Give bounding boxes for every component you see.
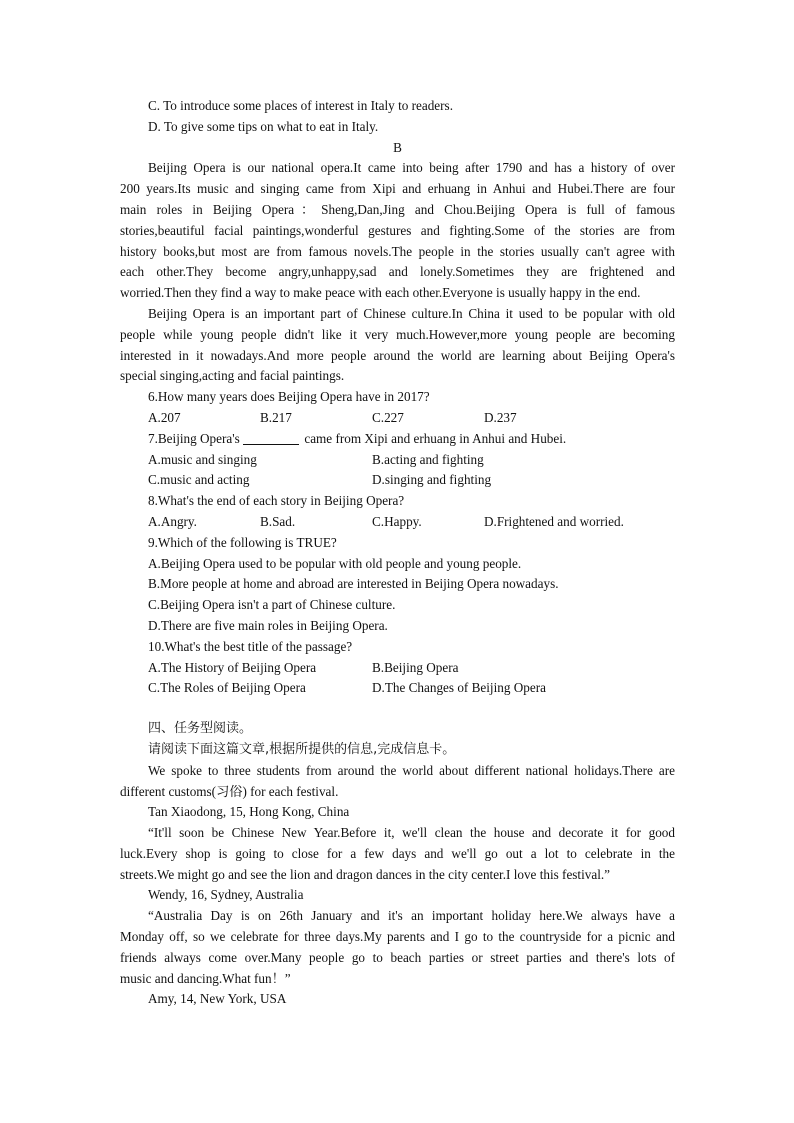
quote-line: music and dancing.What fun！” bbox=[120, 970, 291, 986]
section-heading: 四、任务型阅读。 bbox=[148, 721, 253, 737]
intro-line: We spoke to three students from around the world about different national holidays.There are bbox=[148, 762, 675, 778]
option-d: D.singing and fighting bbox=[372, 472, 492, 488]
option-a: A.music and singing bbox=[148, 451, 257, 467]
section-instruction: 请阅读下面这篇文章,根据所提供的信息,完成信息卡。 bbox=[148, 741, 456, 757]
section-4 bbox=[120, 719, 675, 1010]
passage bbox=[120, 158, 675, 387]
option-a: A.The History of Beijing Opera bbox=[148, 659, 317, 675]
passage-line: worried.Then they find a way to make peace with each other.Everyone is usually happy in the end. bbox=[120, 285, 641, 301]
section-spacer bbox=[120, 699, 675, 719]
question-stem: 9.Which of the following is TRUE? bbox=[148, 534, 337, 550]
passage-line: each other.They become angry,unhappy,sad and lonely.Sometimes they are frightened and bbox=[120, 264, 675, 280]
passage-line: Beijing Opera is an important part of Chinese culture.In China it used to be popular with old bbox=[148, 305, 675, 321]
section-letter: B bbox=[393, 139, 402, 155]
quote-line: “Australia Day is on 26th January and it's an important holiday here.We always have a bbox=[148, 908, 675, 924]
option-d: D.Frightened and worried. bbox=[484, 513, 624, 529]
option-b: B.Sad. bbox=[260, 513, 296, 529]
option-c: C.music and acting bbox=[148, 472, 250, 488]
passage-line: history books,but most are from famous novels.The people in the stories usually can't agree with bbox=[120, 243, 675, 259]
question-options bbox=[120, 408, 675, 429]
question-8 bbox=[120, 491, 675, 533]
option-a: A.Angry. bbox=[148, 513, 197, 529]
question-6 bbox=[120, 387, 675, 429]
question-7 bbox=[120, 429, 675, 491]
question-10 bbox=[120, 637, 675, 699]
question-stem: 6.How many years does Beijing Opera have in 2017? bbox=[148, 389, 430, 405]
intro-line: different customs(习俗) for each festival. bbox=[120, 783, 339, 799]
question-options bbox=[120, 470, 675, 491]
prev-option-c: C. To introduce some places of interest in Italy to readers. bbox=[148, 98, 453, 113]
option-a: A.207 bbox=[148, 409, 181, 425]
option-c: C.Beijing Opera isn't a part of Chinese culture. bbox=[148, 597, 396, 613]
option-b: B.acting and fighting bbox=[372, 451, 484, 467]
passage-line: stories,beautiful facial paintings,wonderful gestures and fighting.Some of the stories are from bbox=[120, 222, 675, 238]
question-options bbox=[120, 658, 675, 679]
question-options bbox=[120, 512, 675, 533]
speaker-name: Amy, 14, New York, USA bbox=[148, 991, 287, 1007]
question-stem: 10.What's the best title of the passage? bbox=[148, 638, 353, 654]
passage-line: interested in it nowadays.And more people around the world are learning about Beijing Opera's bbox=[120, 347, 675, 363]
quote-line: streets.We might go and see the lion and dragon dances in the city center.I love this festival.” bbox=[120, 866, 611, 882]
prev-option-d: D. To give some tips on what to eat in Italy. bbox=[148, 118, 379, 134]
stem-before: 7.Beijing Opera's bbox=[148, 430, 240, 446]
option-c: C.227 bbox=[372, 409, 404, 425]
quote-line: friends always come over.Many people go to beach parties or street parties and there's lots of bbox=[120, 949, 675, 965]
option-b: B.More people at home and abroad are interested in Beijing Opera nowadays. bbox=[148, 576, 559, 592]
answer-blank bbox=[243, 431, 299, 445]
option-d: D.The Changes of Beijing Opera bbox=[372, 680, 546, 696]
option-a: A.Beijing Opera used to be popular with old people and young people. bbox=[148, 555, 522, 571]
stem-after: came from Xipi and erhuang in Anhui and Hubei. bbox=[304, 430, 567, 446]
option-d: D.There are five main roles in Beijing Opera. bbox=[148, 617, 388, 633]
question-9 bbox=[120, 533, 675, 637]
option-c: C.The Roles of Beijing Opera bbox=[148, 680, 306, 696]
question-stem bbox=[120, 429, 675, 450]
speaker-name: Wendy, 16, Sydney, Australia bbox=[148, 887, 304, 903]
passage-line: people while young people didn't like it very much.However,more young people are becoming bbox=[120, 326, 675, 342]
passage-line: Beijing Opera is our national opera.It came into being after 1790 and has a history of over bbox=[148, 160, 675, 176]
question-options bbox=[120, 450, 675, 471]
quote-line: “It'll soon be Chinese New Year.Before it, we'll clean the house and decorate it for good bbox=[148, 825, 675, 841]
passage-line: 200 years.Its music and singing came from Xipi and erhuang in Anhui and Hubei.There are four bbox=[120, 181, 675, 197]
document-page bbox=[120, 96, 675, 1010]
option-d: D.237 bbox=[484, 409, 517, 425]
passage-line: main roles in Beijing Opera：Sheng,Dan,Jing and Chou.Beijing Opera is full of famous bbox=[120, 201, 675, 217]
passage-line: special singing,acting and facial paintings. bbox=[120, 368, 345, 384]
option-b: B.Beijing Opera bbox=[372, 659, 459, 675]
question-options bbox=[120, 678, 675, 699]
option-c: C.Happy. bbox=[372, 513, 422, 529]
quote-line: Monday off, so we celebrate for three days.My parents and I go to the countryside for a picnic and bbox=[120, 929, 675, 945]
option-b: B.217 bbox=[260, 409, 292, 425]
question-stem: 8.What's the end of each story in Beijing Opera? bbox=[148, 493, 405, 509]
speaker-name: Tan Xiaodong, 15, Hong Kong, China bbox=[148, 804, 350, 820]
quote-line: luck.Every shop is going to close for a few days and we'll go out a lot to celebrate in the bbox=[120, 845, 675, 861]
